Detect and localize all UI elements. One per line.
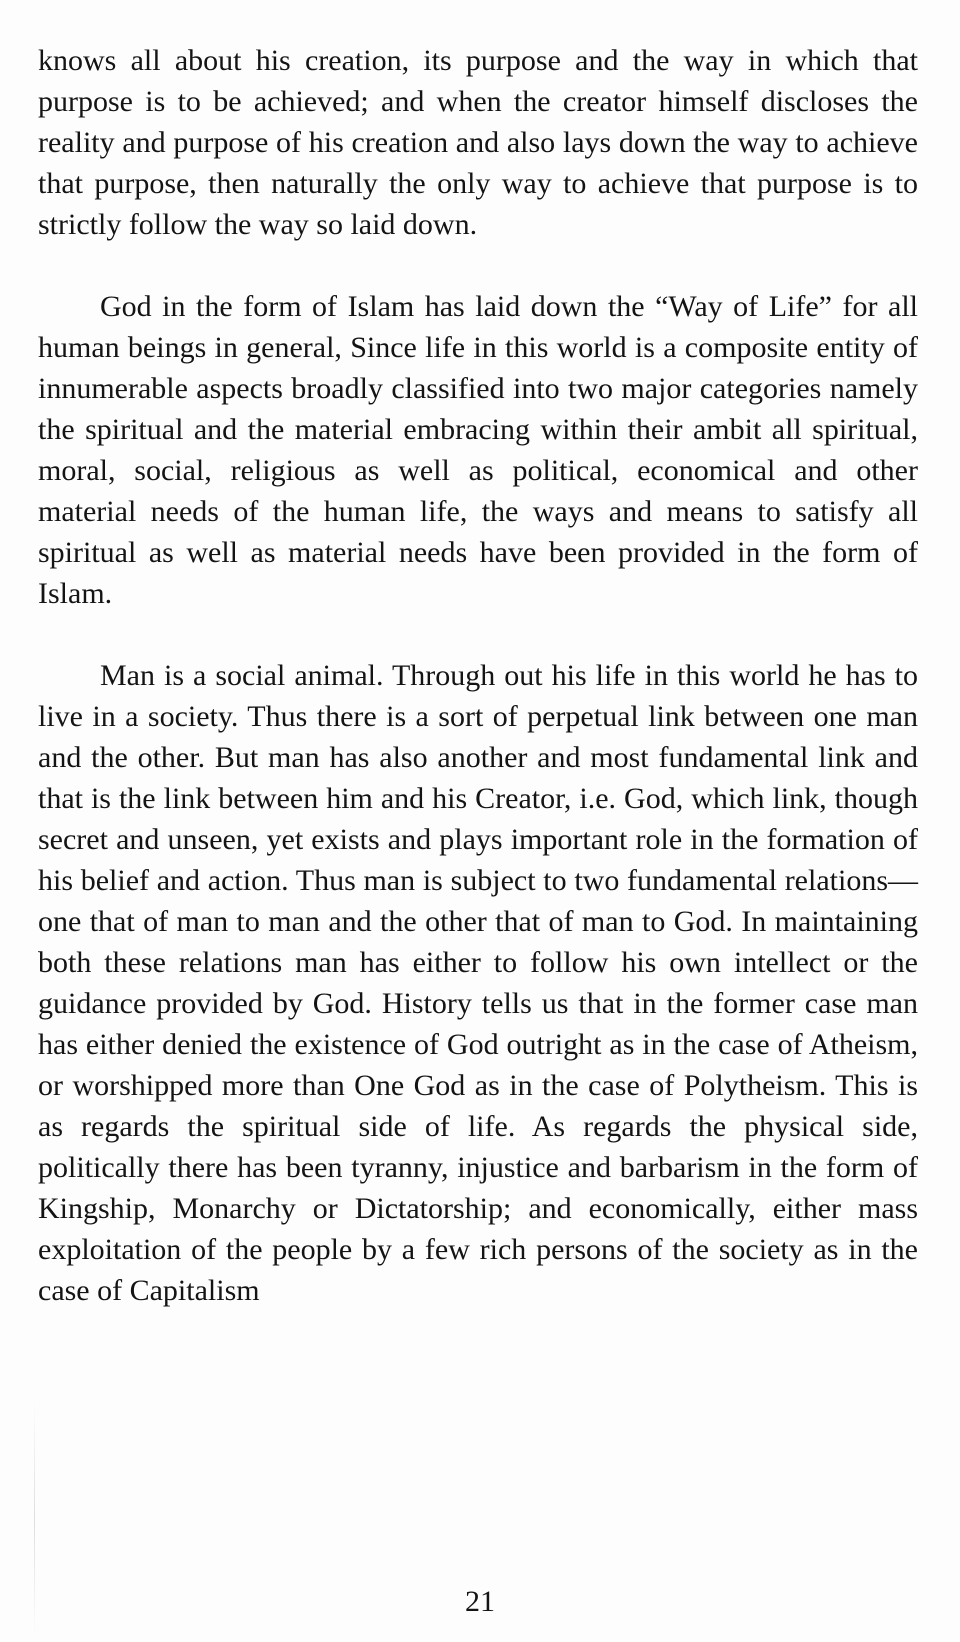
paragraph-way-of-life: God in the form of Islam has laid down the “Way of Life” for all human beings in general, Since life in this world is a composite entity of innumerable aspects broadly classified into two major categories namely the spiritual and the material embracing within their ambit all spiritual, moral, social, religious as well as political, economical and other material needs of the human life, the ways and means to satisfy all spiritual as well as material needs have been provided in the form of Islam. (38, 290, 918, 610)
body-text (38, 40, 918, 1352)
paragraph-continued: knows all about his creation, its purpose and the way in which that purpose is to be achieved; and when the creator himself discloses the reality and purpose of his creation and also lays down the way to achieve that purpose, then naturally the only way to achieve that purpose is to strictly follow the way so laid down. (38, 44, 918, 241)
page-number: 21 (465, 1585, 495, 1618)
paragraph-social-animal: Man is a social animal. Through out his life in this world he has to live in a society. Thus there is a sort of perpetual link between one man and the other. But man has also another and most fundamental link and that is the link between him and his Creator, i.e. God, which link, though secret and unseen, yet exists and plays important role in the formation of his belief and action. Thus man is subject to two fundamental relations—one that of man to man and the other that of man to God. In maintaining both these relations man has either to follow his own intellect or the guidance provided by God. History tells us that in the former case man has either denied the existence of God outright as in the case of Atheism, or worshipped more than One God as in the case of Polytheism. This is as regards the spiritual side of life. As regards the physical side, politically there has been tyranny, injustice and barbarism in the form of Kingship, Monarchy or Dictatorship; and economically, either mass exploitation of the people by a few rich persons of the society as in the case of Capitalism (38, 659, 918, 1307)
